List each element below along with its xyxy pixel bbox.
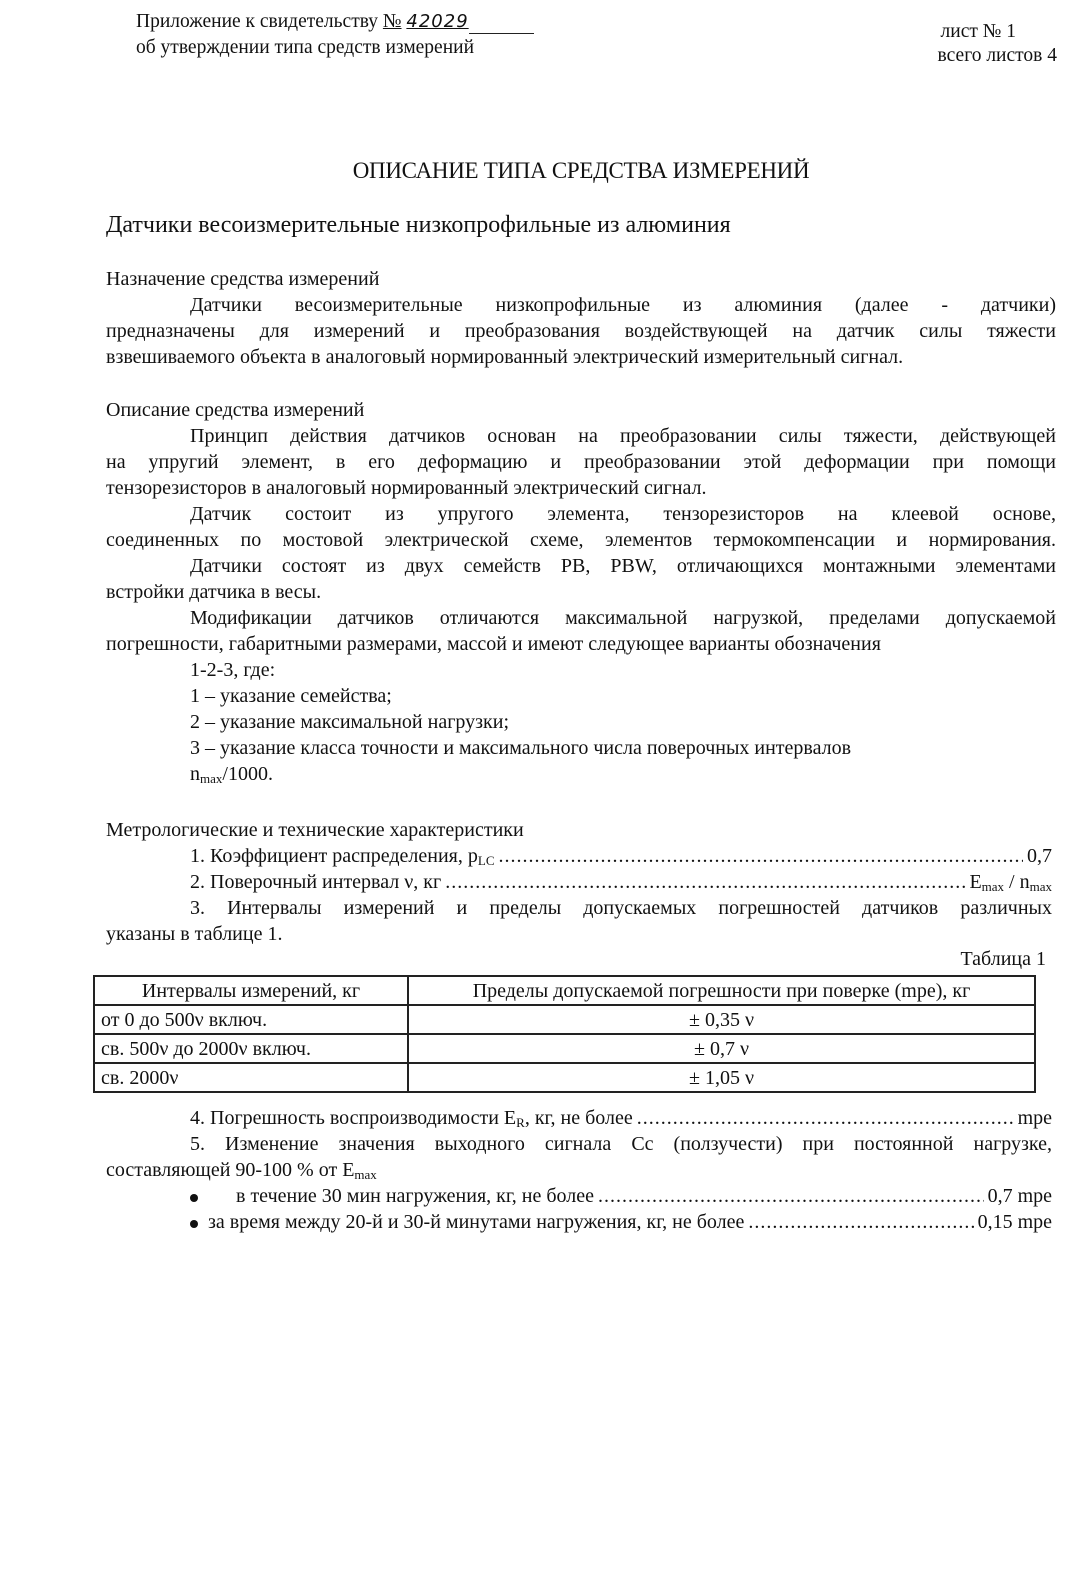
desc-p2-line-2: соединенных по мостовой электрической схеме, элементов термокомпенсации и нормирования. xyxy=(106,529,1056,551)
bullet-2-value: 0,15 mpe xyxy=(977,1211,1052,1233)
designation-intro: 1-2-3, где: xyxy=(190,659,276,681)
leader-dots xyxy=(748,1209,973,1235)
table-header-intervals: Интервалы измерений, кг xyxy=(94,976,408,1005)
table-row xyxy=(94,1034,1035,1063)
nmax-formula xyxy=(190,761,273,787)
appendix-line-1 xyxy=(136,10,534,34)
bullet-2-label: за время между 20-й и 30-й минутами нагружения, кг, не более xyxy=(208,1211,745,1233)
table-row xyxy=(94,1005,1035,1034)
item-1-value: 0,7 xyxy=(1027,845,1052,867)
desc-p1-line-3: тензорезисторов в аналоговый нормированный электрический сигнал. xyxy=(106,477,707,499)
item-4-value: mpe xyxy=(1017,1107,1052,1129)
bullet-icon xyxy=(190,1194,198,1202)
desc-p2-line-1: Датчик состоит из упругого элемента, тензорезисторов на клеевой основе, xyxy=(190,503,1056,525)
appendix-line-2: об утверждении типа средств измерений xyxy=(136,37,475,58)
bullet-1-label: в течение 30 мин нагружения, кг, не более xyxy=(236,1185,595,1207)
number-sign: № xyxy=(382,11,402,32)
desc-p1-line-2: на упругий элемент, в его деформацию и преобразовании этой деформации при помощи xyxy=(106,451,1056,473)
desc-p3-line-1: Датчики состоят из двух семейств PB, PBW, отличающихся монтажными элементами xyxy=(190,555,1056,577)
designation-item-1: 1 – указание семейства; xyxy=(190,685,392,707)
error-limits-table xyxy=(93,975,1036,1093)
table-header-row xyxy=(94,976,1035,1005)
leader-dots xyxy=(445,869,965,895)
table-header-limits: Пределы допускаемой погрешности при поверке (mpe), кг xyxy=(408,976,1035,1005)
sheet-number: лист № 1 xyxy=(940,21,1016,42)
certificate-number: 42029 xyxy=(406,11,469,32)
metrology-item-1 xyxy=(190,843,1052,869)
appendix-label: Приложение к свидетельству xyxy=(136,11,379,32)
signature-line xyxy=(469,13,534,34)
designation-item-3: 3 – указание класса точности и максимального числа поверочных интервалов xyxy=(190,737,852,759)
metrology-item-2 xyxy=(190,869,1052,895)
metrology-item-3-line-1: 3. Интервалы измерений и пределы допускаемых погрешностей датчиков различных xyxy=(190,897,1052,919)
designation-item-2: 2 – указание максимальной нагрузки; xyxy=(190,711,510,733)
table-cell-interval: св. 500ν до 2000ν включ. xyxy=(94,1034,408,1063)
item-4-label: 4. Погрешность воспроизводимости $E_R$, кг, не более xyxy=(190,1107,633,1130)
document-title: ОПИСАНИЕ ТИПА СРЕДСТВА ИЗМЕРЕНИЙ xyxy=(352,158,810,183)
metrology-heading: Метрологические и технические характеристики xyxy=(106,819,524,841)
purpose-heading: Назначение средства измерений xyxy=(106,268,380,290)
desc-p1-line-1: Принцип действия датчиков основан на преобразовании силы тяжести, действующей xyxy=(190,425,1056,447)
item-2-value: $E_{max} / n_{max}$ xyxy=(969,871,1052,894)
purpose-line-1: Датчики весоизмерительные низкопрофильные из алюминия (далее - датчики) xyxy=(190,294,1056,316)
purpose-line-3: взвешиваемого объекта в аналоговый нормированный электрический измерительный сигнал. xyxy=(106,346,904,368)
bullet-1-value: 0,7 mpe xyxy=(987,1185,1052,1207)
purpose-line-2: предназначены для измерений и преобразования воздействующей на датчик силы тяжести xyxy=(106,320,1056,342)
desc-p4-line-2: погрешности, габаритными размерами, массой и имеют следующее варианты обозначения xyxy=(106,633,881,655)
item-2-label: 2. Поверочный интервал ν, кг xyxy=(190,871,442,893)
table-caption: Таблица 1 xyxy=(960,948,1046,970)
total-sheets: всего листов 4 xyxy=(937,45,1057,66)
desc-p4-line-1: Модификации датчиков отличаются максимальной нагрузкой, пределами допускаемой xyxy=(190,607,1056,629)
metrology-item-5-line-1: 5. Изменение значения выходного сигнала Cc (ползучести) при постоянной нагрузке, xyxy=(190,1133,1053,1155)
leader-dots xyxy=(598,1183,984,1209)
bullet-item-1 xyxy=(190,1183,1052,1209)
table-cell-limit: ± 0,7 ν xyxy=(408,1034,1035,1063)
leader-dots xyxy=(499,843,1024,869)
item-1-label: 1. Коэффициент распределения, $p_{LC}$ xyxy=(190,845,495,868)
nmax-sub: max xyxy=(200,771,223,786)
bullet-icon xyxy=(190,1220,198,1228)
leader-dots xyxy=(637,1105,1014,1131)
description-heading: Описание средства измерений xyxy=(106,399,365,421)
nmax-base: n xyxy=(190,763,200,785)
table-cell-limit: ± 1,05 ν xyxy=(408,1063,1035,1092)
desc-p3-line-2: встройки датчика в весы. xyxy=(106,581,322,603)
table-cell-limit: ± 0,35 ν xyxy=(408,1005,1035,1034)
table-cell-interval: св. 2000ν xyxy=(94,1063,408,1092)
table-row xyxy=(94,1063,1035,1092)
metrology-item-4 xyxy=(190,1105,1052,1131)
table-cell-interval: от 0 до 500ν включ. xyxy=(94,1005,408,1034)
metrology-item-3-line-2: указаны в таблице 1. xyxy=(106,923,283,945)
nmax-tail: /1000. xyxy=(222,763,273,785)
metrology-item-5-line-2: составляющей 90-100 % от $E_{max}$ xyxy=(106,1159,377,1182)
bullet-item-2 xyxy=(190,1209,1052,1235)
document-subtitle: Датчики весоизмерительные низкопрофильные из алюминия xyxy=(106,212,731,238)
